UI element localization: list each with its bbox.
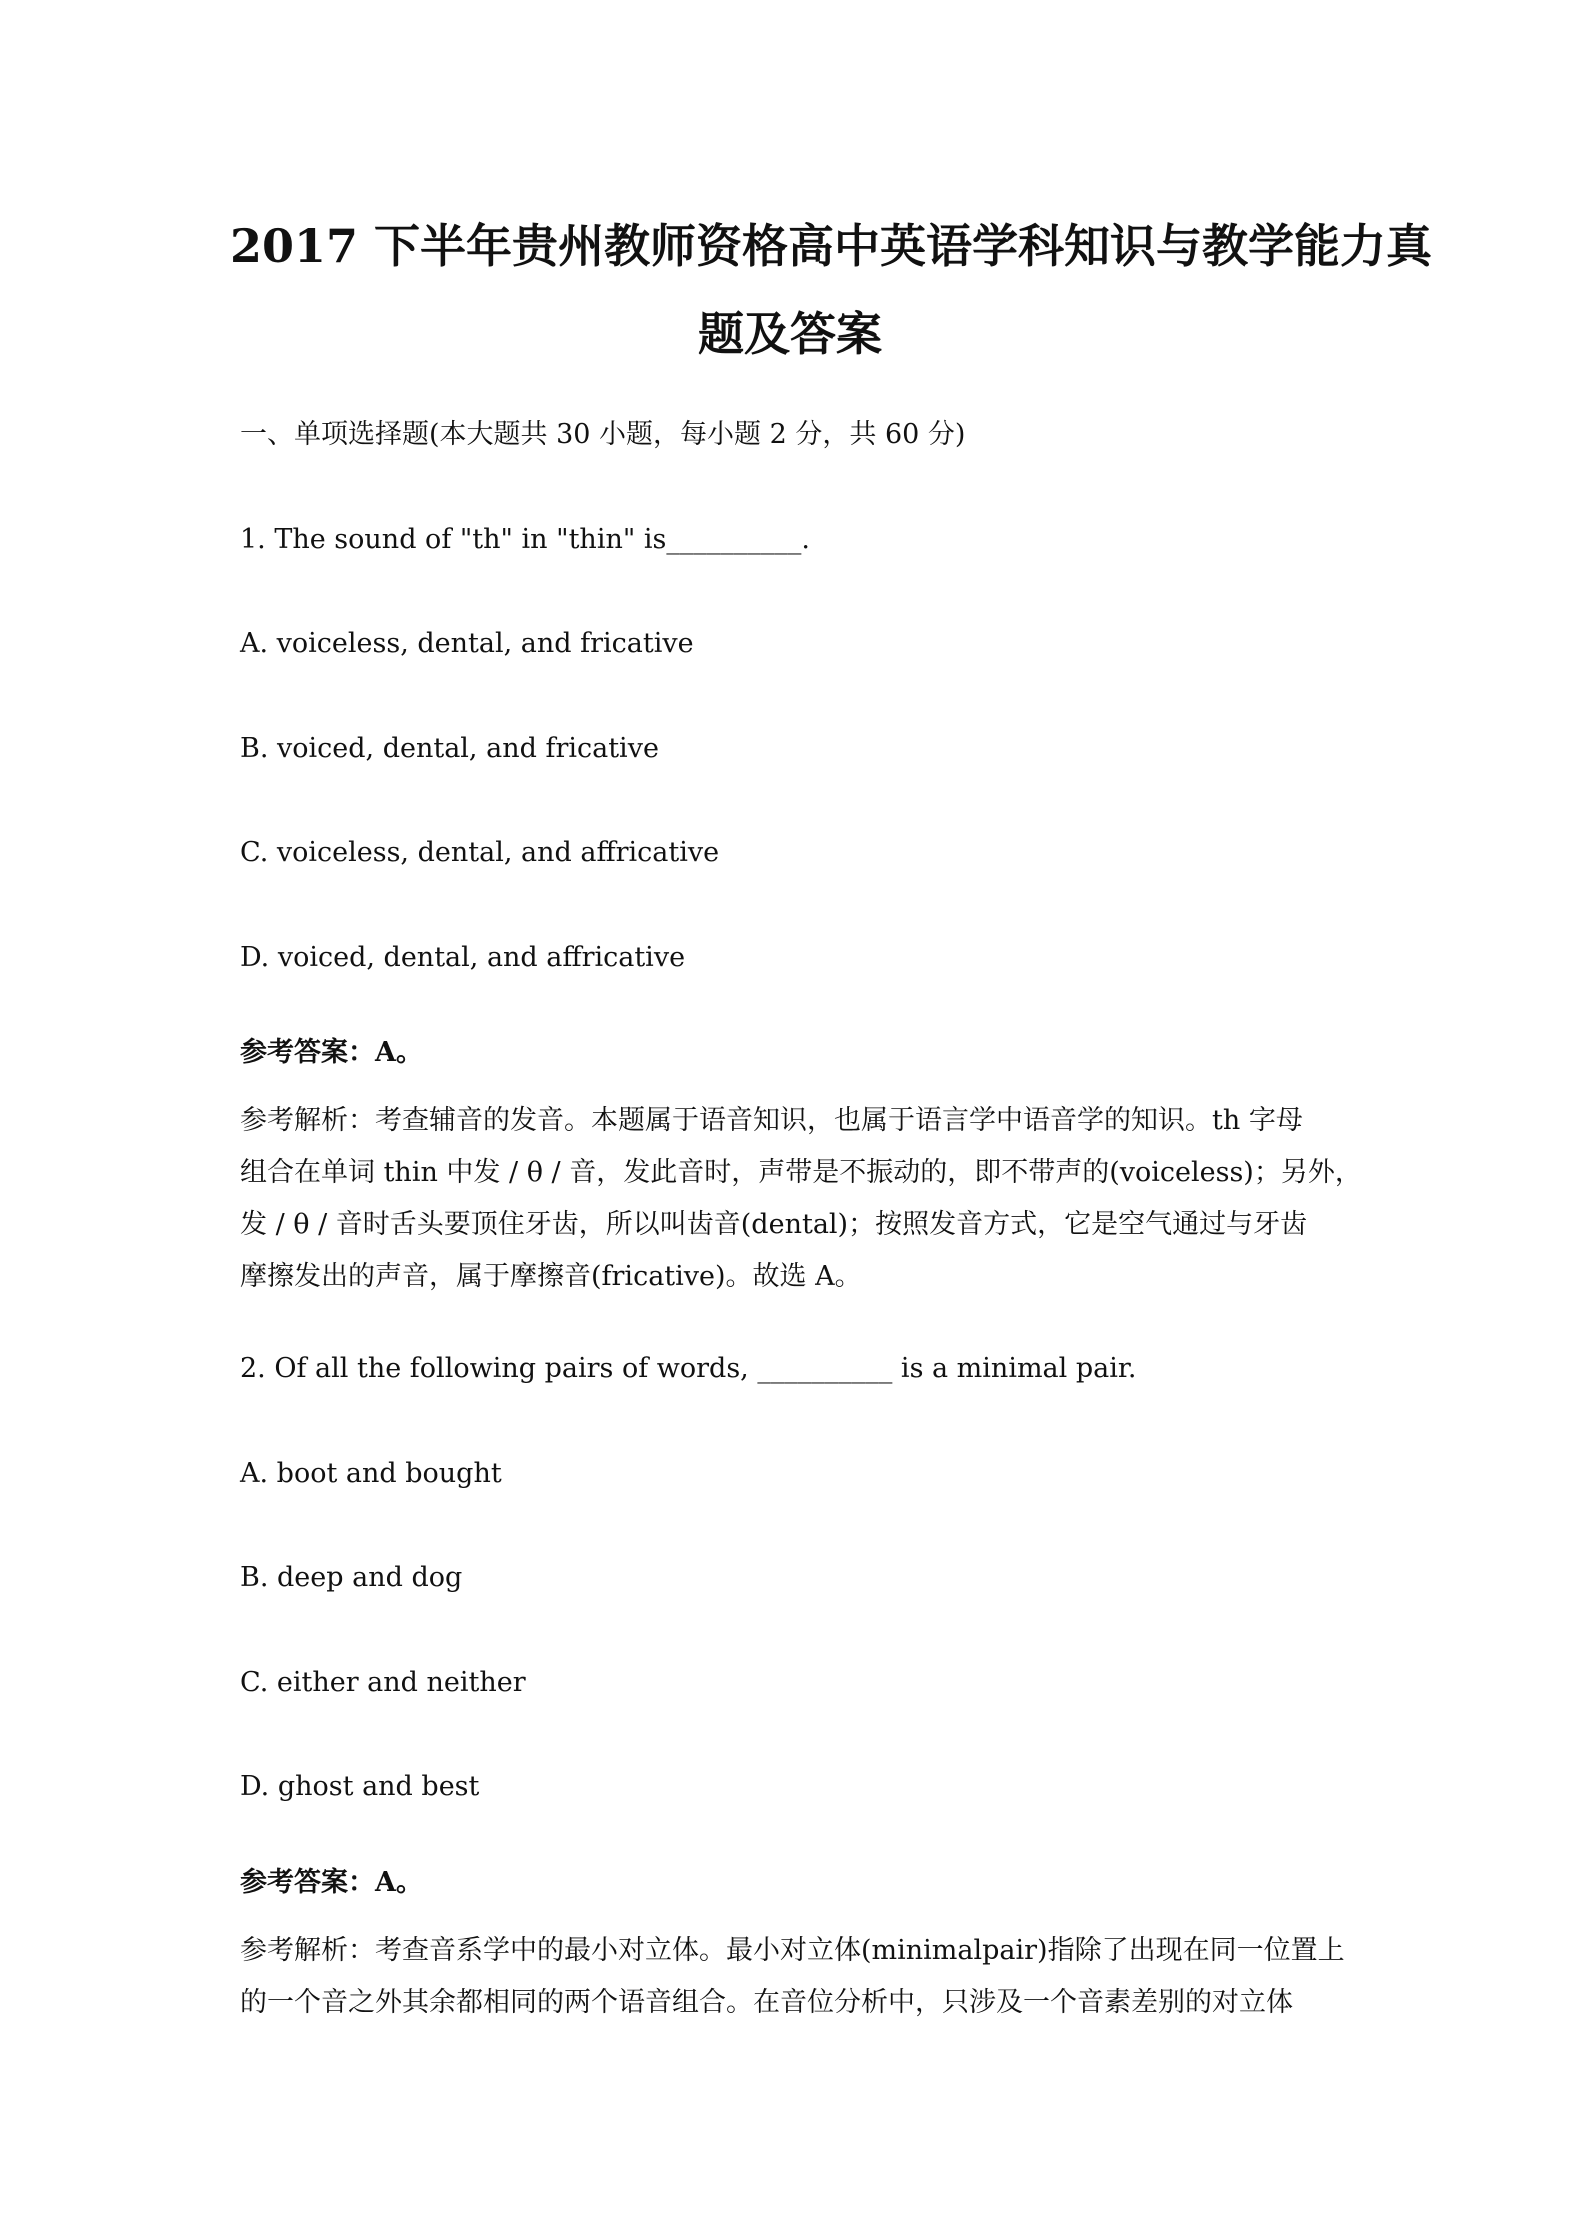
question-2-option-b: B. deep and dog (240, 1562, 463, 1593)
question-1-explanation (240, 1095, 1362, 1303)
question-2-option-a: A. boot and bought (240, 1458, 502, 1489)
explanation-line: 参考解析：考查辅音的发音。本题属于语音知识，也属于语言学中语音学的知识。th 字母 (240, 1105, 1303, 1136)
question-1-option-d: D. voiced, dental, and affricative (240, 942, 686, 973)
explanation-line: 发 / θ / 音时舌头要顶住牙齿，所以叫齿音(dental)；按照发音方式，它是空气通过与牙齿 (240, 1209, 1308, 1240)
question-1-option-c: C. voiceless, dental, and affricative (240, 837, 720, 868)
document-title-line-1: 2017 下半年贵州教师资格高中英语学科知识与教学能力真 (230, 219, 1433, 273)
question-2-option-d: D. ghost and best (240, 1771, 480, 1802)
question-2-explanation (240, 1925, 1350, 2029)
explanation-line: 组合在单词 thin 中发 / θ / 音，发此音时，声带是不振动的，即不带声的(voiceless)；另外， (240, 1157, 1362, 1188)
section-heading: 一、单项选择题(本大题共 30 小题，每小题 2 分，共 60 分) (240, 419, 966, 450)
question-1-option-b: B. voiced, dental, and fricative (240, 733, 659, 764)
question-2-answer: 参考答案：A。 (240, 1867, 423, 1898)
explanation-line: 摩擦发出的声音，属于摩擦音(fricative)。故选 A。 (240, 1261, 862, 1292)
question-1-option-a: A. voiceless, dental, and fricative (240, 628, 694, 659)
explanation-line: 的一个音之外其余都相同的两个语音组合。在音位分析中，只涉及一个音素差别的对立体 (240, 1987, 1293, 2018)
question-2-option-c: C. either and neither (240, 1667, 526, 1698)
question-2-stem: 2. Of all the following pairs of words, __________ is a minimal pair. (240, 1353, 1137, 1384)
document-title-line-2: 题及答案 (698, 307, 882, 361)
question-1-stem: 1. The sound of "th" in "thin" is__________. (240, 524, 810, 555)
question-1-answer: 参考答案：A。 (240, 1037, 423, 1068)
explanation-line: 参考解析：考查音系学中的最小对立体。最小对立体(minimalpair)指除了出现在同一位置上 (240, 1935, 1345, 1966)
